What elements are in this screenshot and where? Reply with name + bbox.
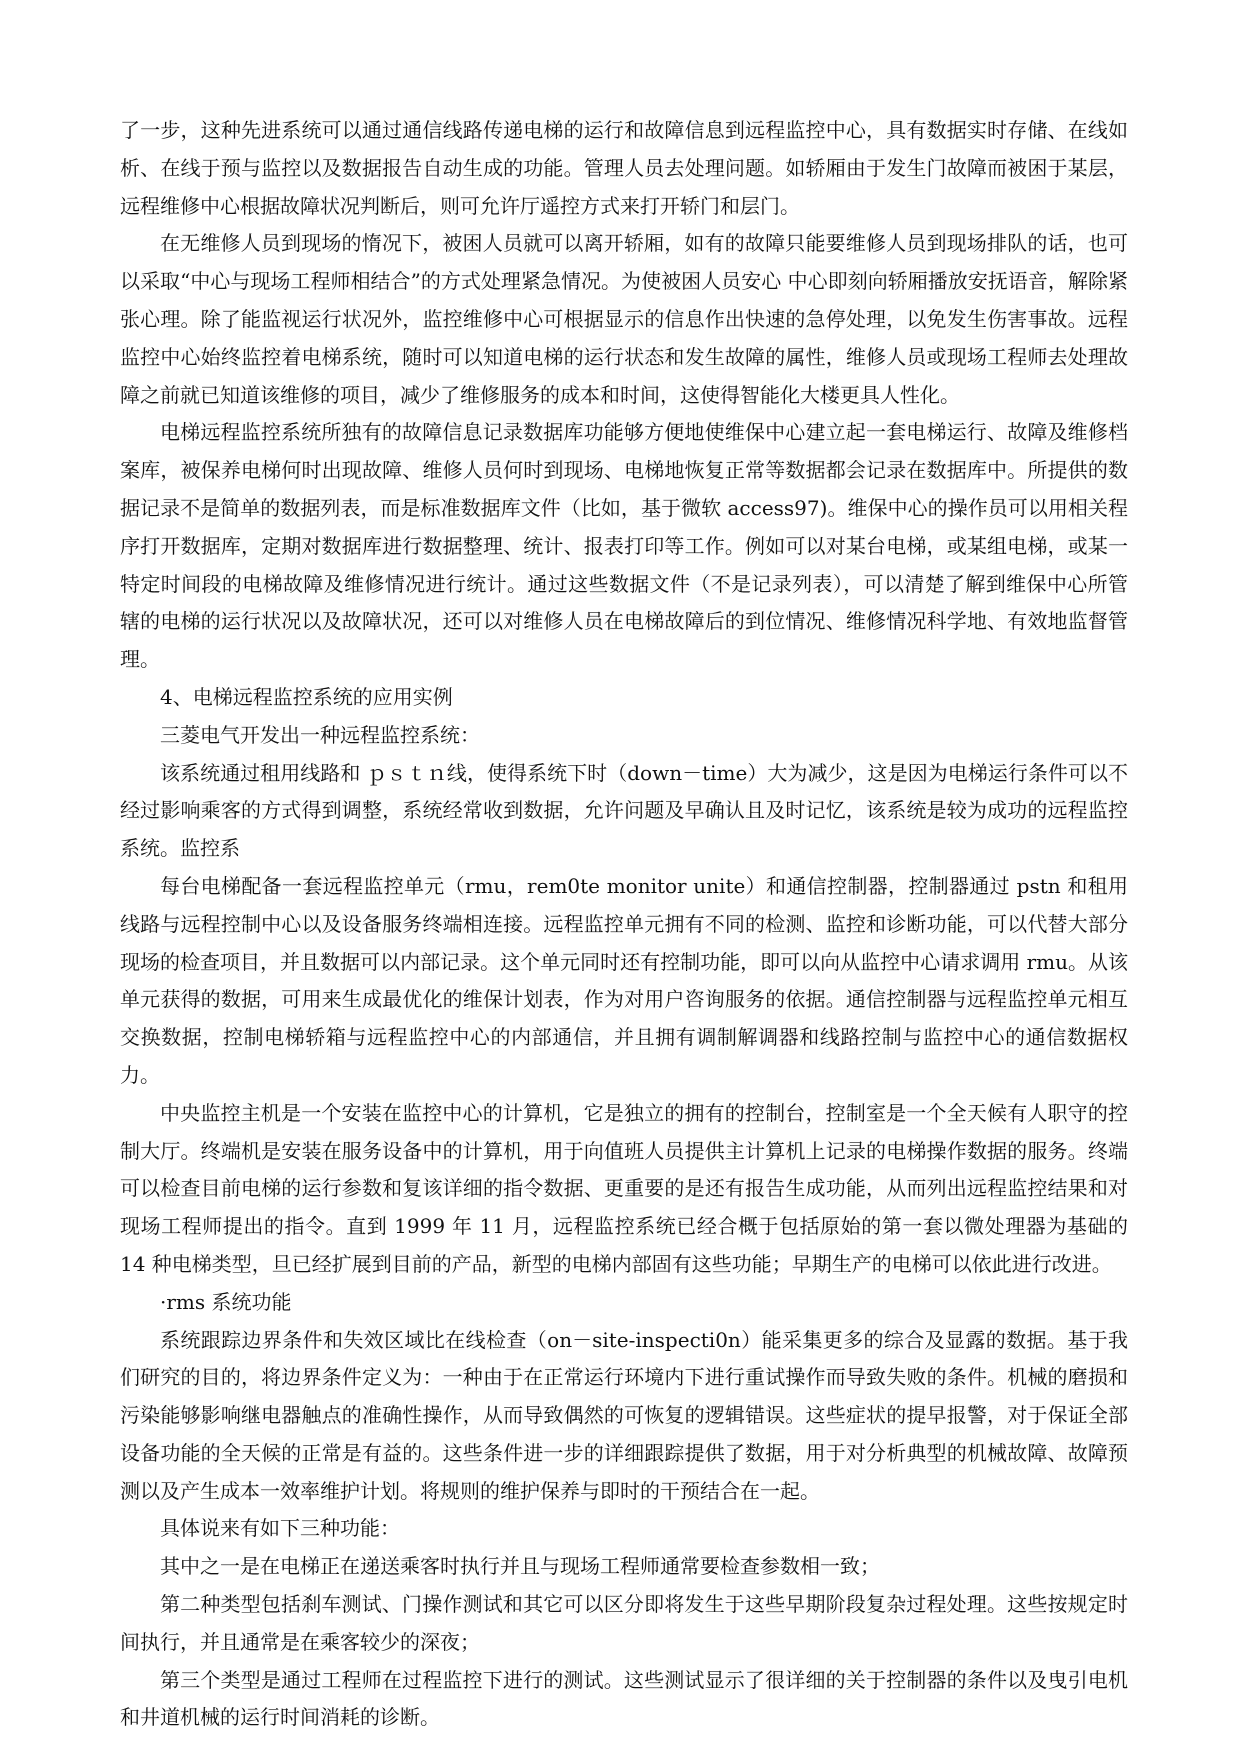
paragraph-9: 具体说来有如下三种功能：	[160, 1516, 400, 1541]
paragraph-7: 中央监控主机是一个安装在监控中心的计算机，它是独立的拥有的控制台，控制室是一个全天候有人职守的控制大厅。终端机是安装在服务设备中的计算机，用于向值班人员提供主计算机上记录的电梯操作数据的服务。终端可以检查目前电梯的运行参数和复该详细的指令数据、更重要的是还有报告生成功能，从而列出远程监控结果和对现场工程师提出的指令。直到 1999 年 11 月，远程监控系统已经合概于包括原始的第一套以微处理器为基础的 14 种电梯类型，旦已经扩展到目前的产品，新型的电梯内部固有这些功能；早期生产的电梯可以依此进行改进。	[120, 1100, 1128, 1276]
paragraph-5: 该系统通过租用线路和 ｐｓｔｎ线，使得系统下时（down－time）大为减少，这是因为电梯运行条件可以不经过影响乘客的方式得到调整，系统经常收到数据，允许问题及早确认且及时记忆，该系统是较为成功的远程监控系统。监控系	[120, 760, 1128, 861]
paragraph-1: 了一步，这种先进系统可以通过通信线路传递电梯的运行和故障信息到远程监控中心，具有数据实时存储、在线如析、在线于预与监控以及数据报告自动生成的功能。管理人员去处理问题。如轿厢由于发生门故障而被困于某层，远程维修中心根据故障状况判断后，则可允许厅遥控方式来打开轿门和层门。	[120, 118, 1128, 218]
paragraph-10: 其中之一是在电梯正在递送乘客时执行并且与现场工程师通常要检查参数相一致；	[160, 1554, 880, 1579]
section-heading-rms-functions: ·rms 系统功能	[160, 1289, 292, 1314]
paragraph-2: 在无维修人员到现场的惰况下，被困人员就可以离开轿厢，如有的故障只能要维修人员到现场排队的话，也可以采取“中心与现场工程师相结合”的方式处理紧急情况。为使被困人员安心 中心即刻向轿厢播放安抚语音，解除紧张心理。除了能监视运行状况外，监控维修中心可根据显示的信息作出快速的急停处理，以免发生伤害事故。远程监控中心始终监控着电梯系统，随时可以知道电梯的运行状态和发生故障的属性，维修人员或现场工程师去处理故障之前就已知道该维修的项目，减少了维修服务的成本和时间，这使得智能化大楼更具人性化。	[120, 231, 1128, 407]
paragraph-12: 第三个类型是通过工程师在过程监控下进行的测试。这些测试显示了很详细的关于控制器的条件以及曳引电机和井道机械的运行时间消耗的诊断。	[120, 1667, 1128, 1730]
paragraph-6: 每台电梯配备一套远程监控单元（rmu，rem0te monitor unite）和通信控制器，控制器通过 pstn 和租用线路与远程控制中心以及设备服务终端相连接。远程监控单元拥有不同的检测、监控和诊断功能，可以代替大部分现场的检查项目，并且数据可以内部记录。这个单元同时还有控制功能，即可以向从监控中心请求调用 rmu。从该单元获得的数据，可用来生成最优化的维保计划表，作为对用户咨询服务的依据。通信控制器与远程监控单元相互交换数据，控制电梯轿箱与远程监控中心的内部通信，并且拥有调制解调器和线路控制与监控中心的通信数据权力。	[120, 873, 1128, 1087]
document-body	[120, 112, 1128, 1737]
paragraph-11: 第二种类型包括刹车测试、门操作测试和其它可以区分即将发生于这些早期阶段复杂过程处理。这些按规定时间执行，并且通常是在乘客较少的深夜；	[120, 1592, 1128, 1654]
paragraph-4: 三菱电气开发出一种远程监控系统：	[160, 722, 480, 747]
paragraph-8: 系统跟踪边界条件和失效区域比在线检查（on－site-inspecti0n）能采集更多的综合及显露的数据。基于我们研究的目的，将边界条件定义为：一种由于在正常运行环境内下进行重试操作而导致失败的条件。机械的磨损和污染能够影响继电器触点的准确性操作，从而导致偶然的可恢复的逻辑错误。这些症状的提早报警，对于保证全部设备功能的全天候的正常是有益的。这些条件进一步的详细跟踪提供了数据，用于对分析典型的机械故障、故障预测以及产生成本一效率维护计划。将规则的维护保养与即时的干预结合在一起。	[120, 1327, 1128, 1503]
section-heading-application-example: 4、电梯远程监控系统的应用实例	[160, 684, 453, 709]
paragraph-3: 电梯远程监控系统所独有的故障信息记录数据库功能够方便地使维保中心建立起一套电梯运行、故障及维修档案库，被保养电梯何时出现故障、维修人员何时到现场、电梯地恢复正常等数据都会记录在数据库中。所提供的数据记录不是简单的数据列表，而是标准数据库文件（比如，基于微软 access97)。维保中心的操作员可以用相关程序打开数据库，定期对数据库进行数据整理、统计、报表打印等工作。例如可以对某台电梯，或某组电梯，或某一特定时间段的电梯故障及维修情况进行统计。通过这些数据文件（不是记录列表），可以清楚了解到维保中心所管辖的电梯的运行状况以及故障状况，还可以对维修人员在电梯故障后的到位情况、维修情况科学地、有效地监督管理。	[120, 420, 1128, 672]
